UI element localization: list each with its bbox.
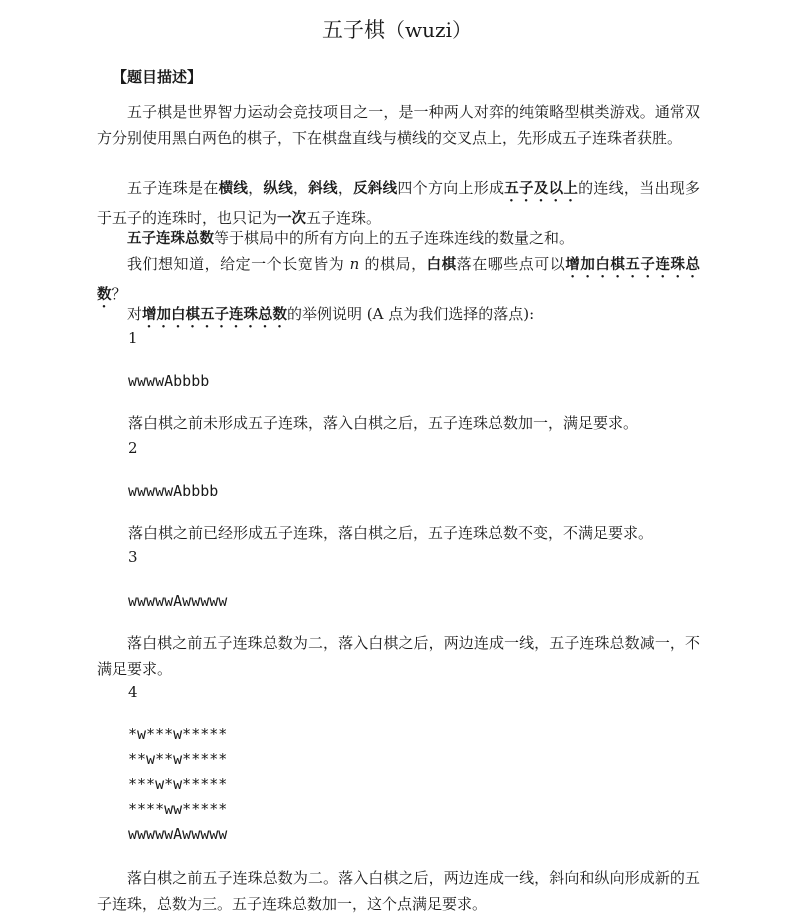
example-description: 落白棋之前五子连珠总数为二，落入白棋之后，两边连成一线，五子连珠总数减一，不满足要求。 bbox=[97, 634, 700, 678]
bold-white-piece: 白棋 bbox=[426, 257, 457, 273]
text: 的连线，当出现多于五子的连珠时，也只记为 bbox=[97, 179, 701, 227]
title-chinese: 五子棋 bbox=[322, 18, 386, 42]
text: ， bbox=[337, 179, 354, 197]
text: 对 bbox=[127, 305, 143, 323]
text: ？ bbox=[111, 285, 127, 303]
text: 五子连珠。 bbox=[306, 209, 382, 227]
text: ， bbox=[292, 179, 309, 197]
board-row: ***w*w***** bbox=[128, 775, 228, 793]
bold-antidiagonal: 反斜线 bbox=[353, 181, 398, 197]
example-number: 1 bbox=[128, 329, 138, 347]
bold-once: 一次 bbox=[277, 211, 307, 227]
bold-total-term: 五子连珠总数 bbox=[127, 231, 214, 247]
bold-horizontal: 横线 bbox=[218, 181, 249, 197]
text: 等于棋局中的所有方向上的五子连珠连线的数量之和。 bbox=[214, 229, 575, 247]
board-row: ****ww***** bbox=[128, 800, 228, 818]
text: 四个方向上形成 bbox=[397, 179, 505, 197]
paragraph-definition bbox=[97, 175, 700, 232]
emphasis-five-or-more: 五子及以上 bbox=[504, 181, 579, 197]
board-row: wwwwAbbbb bbox=[128, 372, 210, 390]
paragraph-example-intro bbox=[97, 301, 700, 331]
paragraph-total bbox=[97, 225, 700, 252]
example-description: 落白棋之前未形成五子连珠，落入白棋之后，五子连珠总数加一，满足要求。 bbox=[128, 414, 639, 432]
example-description: 落白棋之前已经形成五子连珠，落白棋之后，五子连珠总数不变，不满足要求。 bbox=[128, 524, 654, 542]
example-number: 4 bbox=[128, 683, 138, 701]
text: 落在哪些点可以 bbox=[456, 255, 566, 273]
emphasis-increase-total: 增加白棋五子连珠总数 bbox=[97, 257, 700, 303]
board-row: wwwwwAwwwww bbox=[128, 825, 228, 843]
page-title bbox=[0, 14, 794, 44]
emphasis-increase-total: 增加白棋五子连珠总数 bbox=[142, 307, 288, 323]
board-row: wwwwwAbbbb bbox=[128, 482, 219, 500]
example-number: 3 bbox=[128, 548, 138, 566]
example-number: 2 bbox=[128, 439, 138, 457]
title-english: （wuzi） bbox=[385, 18, 472, 42]
example-description: 落白棋之前五子连珠总数为二。落入白棋之后，两边连成一线，斜向和纵向形成新的五子连珠，总数为三。五子连珠总数加一，这个点满足要求。 bbox=[97, 869, 700, 913]
text: 我们想知道，给定一个长宽皆为 bbox=[127, 255, 350, 273]
text: 五子连珠是在 bbox=[127, 179, 219, 197]
text: 的举例说明 (A 点为我们选择的落点): bbox=[287, 305, 535, 323]
bold-diagonal: 斜线 bbox=[308, 181, 338, 197]
board-row: **w**w***** bbox=[128, 750, 228, 768]
section-heading: 【题目描述】 bbox=[112, 68, 203, 86]
paragraph-intro: 五子棋是世界智力运动会竞技项目之一，是一种两人对弈的纯策略型棋类游戏。通常双方分别使用黑白两色的棋子，下在棋盘直线与横线的交叉点上，先形成五子连珠者获胜。 bbox=[97, 103, 700, 147]
text: ， bbox=[248, 179, 264, 197]
text: 的棋局， bbox=[359, 255, 427, 273]
bold-vertical: 纵线 bbox=[263, 181, 293, 197]
board-row: *w***w***** bbox=[128, 725, 228, 743]
board-row: wwwwwAwwwww bbox=[128, 592, 228, 610]
variable-n: n bbox=[349, 255, 360, 273]
